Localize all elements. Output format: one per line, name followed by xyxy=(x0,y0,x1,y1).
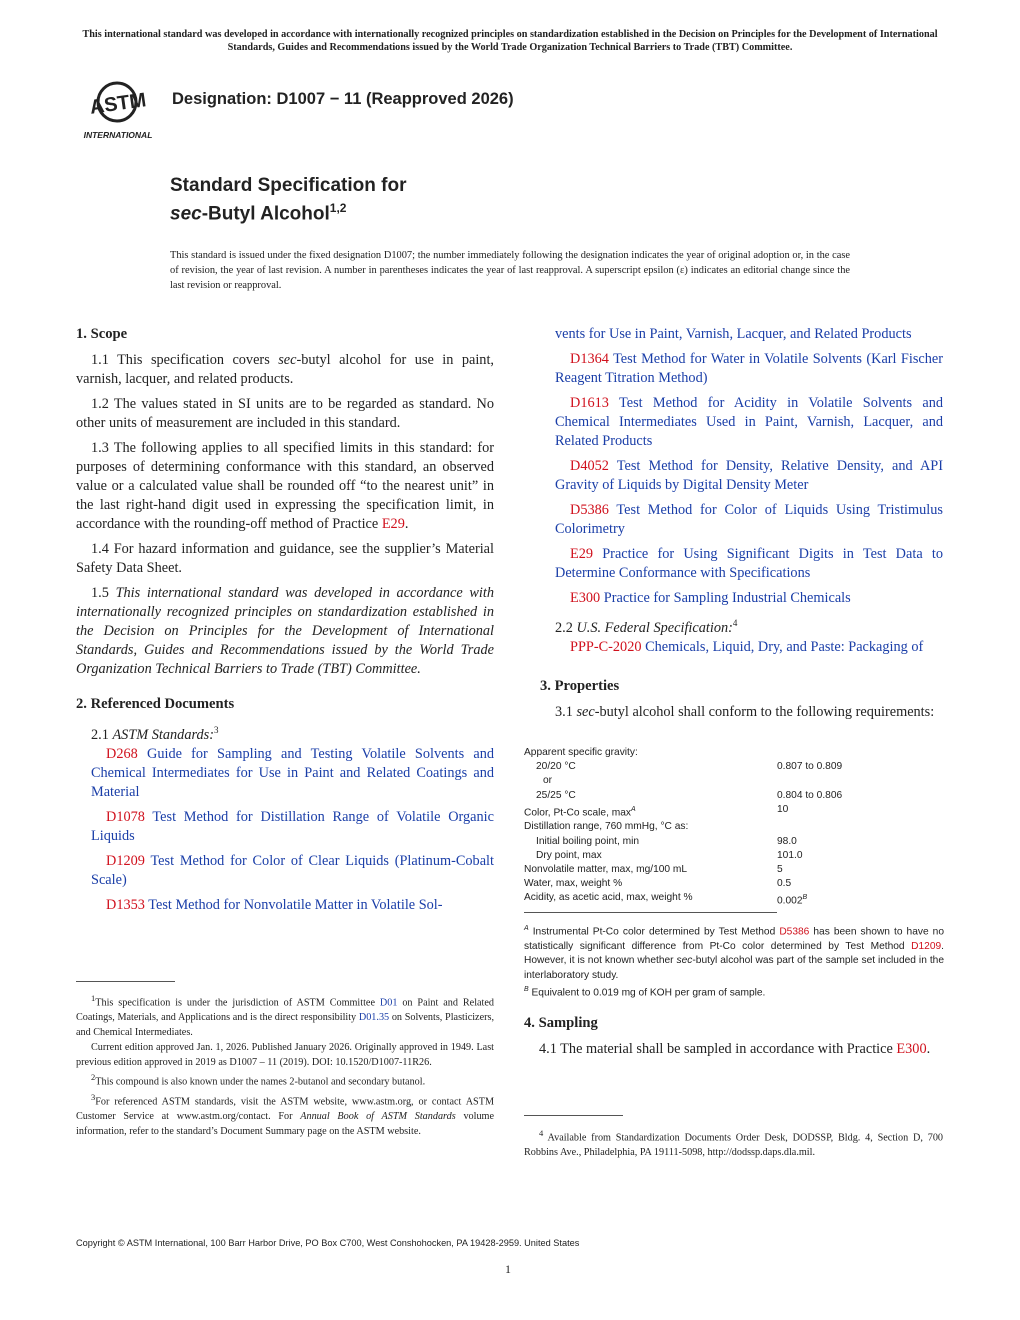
table-row xyxy=(524,835,842,849)
tfn-a-2: has been shown to have no statistically significant difference from Pt-Co color determined by Test Method xyxy=(524,926,944,952)
title-prefix: sec xyxy=(170,203,202,225)
row-label: Water, max, weight % xyxy=(524,878,623,890)
ref-title[interactable]: Test Method for Water in Volatile Solvents (Karl Fischer Reagent Titration Method) xyxy=(555,351,943,386)
para-1-5 xyxy=(76,584,494,679)
standard-notice: This international standard was developed in accordance with internationally recognized principles on standardization established in the Decision on Principles for the Development of International Standards, Guides and Recommendations issued by the World Trade Organization Technical Barriers to Trade (TBT) Committee. xyxy=(82,29,938,53)
row-label xyxy=(524,803,777,821)
row-label-text: Color, Pt-Co scale, max xyxy=(524,807,632,819)
title-rest: -Butyl Alcohol xyxy=(201,203,330,225)
ref-title[interactable]: Test Method for Density, Relative Density, and API Gravity of Liquids by Digital Density Meter xyxy=(555,458,943,493)
para-3-1-text: -butyl alcohol shall conform to the following requirements: xyxy=(594,703,935,720)
para-3-1-it: sec xyxy=(576,703,595,720)
row-value: 5 xyxy=(777,864,783,876)
logo-sub: INTERNATIONAL xyxy=(83,130,153,140)
fn-4-text: Available from Standardization Documents Order Desk, DODSSP, Bldg. 4, Section D, 700 Robbins Ave., Philadelphia, PA 19111-5098, http://dodssp.daps.dla.mil. xyxy=(524,1132,944,1159)
para-2-1-sup: 3 xyxy=(214,725,219,735)
table-footnote-a xyxy=(524,922,944,983)
fn-3-it: Annual Book of ASTM Standards xyxy=(300,1111,456,1123)
ref-title[interactable]: Chemicals, Liquid, Dry, and Paste: Packaging of xyxy=(645,638,924,655)
row-value: 10 xyxy=(777,803,789,815)
designation: Designation: D1007 − 11 (Reapproved 2026) xyxy=(172,90,514,108)
section-4-heading: 4. Sampling xyxy=(524,1015,598,1031)
row-label: Dry point, max xyxy=(536,849,602,861)
para-1-2: 1.2 The values stated in SI units are to be regarded as standard. No other units of measurement are included in this standard. xyxy=(76,396,494,431)
footnote-2 xyxy=(76,1070,494,1089)
ref-code[interactable]: D268 xyxy=(106,745,138,762)
ref-code[interactable]: D1613 xyxy=(570,395,609,411)
para-1-1-a: This specification covers xyxy=(117,352,279,368)
fn-1-num: 1 xyxy=(91,993,96,1003)
ref-code[interactable]: D5386 xyxy=(570,502,609,518)
para-2-2-text: U.S. Federal Specification: xyxy=(576,619,733,636)
fn-4-num: 4 xyxy=(539,1128,544,1138)
section-1-heading: 1. Scope xyxy=(76,326,128,342)
row-label: Apparent specific gravity: xyxy=(524,747,638,758)
fn-2-text: This compound is also known under the names 2-butanol and secondary butanol. xyxy=(95,1076,426,1088)
row-label: 20/20 °C xyxy=(536,761,576,773)
para-2-2-sup: 4 xyxy=(732,618,738,628)
logo-letters: ASTM xyxy=(88,89,148,119)
table-row xyxy=(524,863,842,877)
ref-title[interactable]: Practice for Sampling Industrial Chemicals xyxy=(603,590,851,606)
para-4-1-b: . xyxy=(926,1041,931,1057)
para-1-4: 1.4 For hazard information and guidance, see the supplier’s Material Safety Data Sheet. xyxy=(76,541,494,576)
fn-1-b: on Paint and Related Coatings, Materials, and Applications and is the direct responsibility xyxy=(76,997,494,1024)
tfn-a-it: sec xyxy=(676,955,693,967)
fn-3-a: For referenced ASTM standards, visit the ASTM website, www.astm.org, or contact ASTM Customer Service at www.astm.org/contact. For xyxy=(76,1096,494,1123)
footnote-rule-right xyxy=(524,1115,623,1116)
row-value: 0.807 to 0.809 xyxy=(777,761,843,773)
para-1-1-b: -butyl alcohol for use in paint, varnish, lacquer, and related products. xyxy=(76,352,494,387)
para-1-5-text: This international standard was developed in accordance with internationally recognized principles on standardization established in the Decision on Principles for the Development of International Standards, Guides and Recommendations issued by the World Trade Organization Technical Barriers to Trade (TBT) Committee. xyxy=(76,585,495,677)
ref-d1613 xyxy=(540,394,943,451)
link-d1209[interactable]: D1209 xyxy=(911,940,942,952)
row-value-text: 0.002 xyxy=(777,895,803,907)
para-3-1 xyxy=(540,703,943,722)
ref-d5386 xyxy=(540,501,943,539)
tfn-a-1: Instrumental Pt-Co color determined by Test Method xyxy=(532,926,780,938)
ref-code[interactable]: E300 xyxy=(570,590,601,606)
table-row xyxy=(524,849,842,863)
row-value: 0.5 xyxy=(777,878,792,890)
link-d01[interactable]: D01 xyxy=(379,997,398,1009)
copyright: Copyright © ASTM International, 100 Barr Harbor Drive, PO Box C700, West Conshohocken, PA 19428-2959. United States xyxy=(76,1238,580,1248)
para-2-1-num: 2.1 xyxy=(91,726,109,743)
table-row xyxy=(524,877,842,891)
row-value xyxy=(777,746,842,760)
para-1-3-a: 1.3 The following applies to all specified limits in this standard: for purposes of determining conformance with this standard, an observed value or a calculated value shall be rounded off “to the nearest unit” in the last right-hand digit used in expressing the specification limit, in accordance with the rounding-off method of Practice xyxy=(76,440,494,532)
row-label: Distillation range, 760 mmHg, °C as: xyxy=(524,821,689,833)
footnote-rule-left xyxy=(76,981,175,982)
para-2-2 xyxy=(540,614,943,638)
ref-code[interactable]: D1078 xyxy=(106,808,145,825)
row-value xyxy=(777,774,842,788)
row-label: Nonvolatile matter, max, mg/100 mL xyxy=(524,864,688,876)
para-1-1-it: sec xyxy=(278,352,297,368)
para-2-1-text: ASTM Standards: xyxy=(112,726,214,743)
ref-title[interactable]: Test Method for Nonvolatile Matter in Volatile Sol- xyxy=(148,896,443,913)
tfn-b-mark: B xyxy=(524,986,529,994)
footnote-3 xyxy=(76,1090,494,1139)
properties-table xyxy=(524,746,842,909)
section-2-heading: 2. Referenced Documents xyxy=(76,696,235,712)
para-4-1-a: 4.1 The material shall be sampled in accordance with Practice xyxy=(539,1041,897,1057)
title-sup: 1,2 xyxy=(329,201,347,215)
row-label: or xyxy=(543,775,553,787)
intro-paragraph: This standard is issued under the fixed designation D1007; the number immediately following the designation indicates the year of original adoption or, in the case of revision, the year of last revision. A number in parentheses indicates the year of last reapproval. A superscript epsilon (ε) indicates an editorial change since the last revision or reapproval. xyxy=(170,250,850,291)
row-value xyxy=(777,891,842,909)
ref-d1209 xyxy=(76,852,494,890)
link-e300[interactable]: E300 xyxy=(896,1041,927,1057)
ref-code[interactable]: E29 xyxy=(570,546,594,562)
title-line2 xyxy=(170,197,406,225)
ref-title[interactable]: Test Method for Acidity in Volatile Solvents and Chemical Intermediates Used in Paint, Varnish, Lacquer, and Related Products xyxy=(555,395,943,449)
row-value xyxy=(777,820,842,834)
table-row xyxy=(524,803,842,821)
fn-3-num: 3 xyxy=(91,1091,96,1102)
row-value: 0.804 to 0.806 xyxy=(777,789,843,801)
para-1-1-num: 1.1 xyxy=(91,352,109,368)
table-row xyxy=(524,820,842,834)
ref-d1078 xyxy=(76,808,494,846)
row-label: Acidity, as acetic acid, max, weight % xyxy=(524,892,693,904)
right-column xyxy=(540,325,943,728)
footnotes-right xyxy=(524,1126,943,1160)
ref-d268 xyxy=(76,745,494,802)
ref-code[interactable]: PPP-C-2020 xyxy=(570,638,642,655)
link-e29[interactable]: E29 xyxy=(381,516,405,532)
para-1-3 xyxy=(76,439,494,534)
astm-logo xyxy=(72,72,164,142)
ref-d4052 xyxy=(540,457,943,495)
fn-3-b: volume information, refer to the standard’s Document Summary page on the ASTM website. xyxy=(76,1111,495,1138)
ref-title[interactable]: Test Method for Color of Liquids Using Tristimulus Colorimetry xyxy=(555,502,943,537)
table-row xyxy=(524,891,842,909)
para-1-3-b: . xyxy=(404,516,409,532)
ref-e300 xyxy=(540,589,943,608)
ref-e29 xyxy=(540,545,943,583)
link-d01-35[interactable]: D01.35 xyxy=(358,1012,390,1024)
tfn-a-4: -butyl alcohol was part of the sample set included in the interlaboratory study. xyxy=(524,955,944,981)
footnote-1 xyxy=(76,991,494,1040)
fn-1-a: This specification is under the jurisdiction of ASTM Committee xyxy=(95,997,380,1009)
section-4 xyxy=(524,1014,943,1065)
fn-2-num: 2 xyxy=(91,1072,96,1083)
link-d5386[interactable]: D5386 xyxy=(779,926,810,938)
section-3-heading: 3. Properties xyxy=(540,677,620,694)
table-row xyxy=(524,774,842,788)
fn-1-c: on Solvents, Plasticizers, and Chemical Intermediates. xyxy=(76,1012,494,1039)
astm-logo-icon xyxy=(72,72,164,142)
page-number: 1 xyxy=(505,1262,511,1276)
row-value: 98.0 xyxy=(777,835,797,847)
table-row xyxy=(524,760,842,774)
ref-title[interactable]: Practice for Using Significant Digits in Test Data to Determine Conformance with Specifications xyxy=(555,546,943,581)
row-label: Initial boiling point, min xyxy=(536,835,640,847)
table-row xyxy=(524,746,842,760)
tfn-a-mark: A xyxy=(524,925,529,932)
table-row xyxy=(524,789,842,803)
row-value-sup: B xyxy=(802,894,808,902)
ref-code[interactable]: D4052 xyxy=(570,458,609,474)
ref-title[interactable]: Test Method for Distillation Range of Volatile Organic Liquids xyxy=(91,808,494,844)
para-4-1 xyxy=(524,1040,943,1059)
ref-code[interactable]: D1364 xyxy=(570,351,609,367)
ref-ppp-c-2020 xyxy=(540,638,943,657)
ref-d1353 xyxy=(76,896,494,915)
left-column xyxy=(76,325,494,921)
document-title xyxy=(170,175,406,225)
row-value: 101.0 xyxy=(777,849,803,861)
table-footnotes xyxy=(524,922,944,1001)
para-1-1 xyxy=(76,351,494,389)
para-2-1 xyxy=(76,721,494,745)
title-line1: Standard Specification for xyxy=(170,175,407,196)
ref-code[interactable]: D1353 xyxy=(106,896,145,913)
table-footnote-b xyxy=(524,983,944,1001)
footnote-4 xyxy=(524,1126,943,1160)
para-3-1-num: 3.1 xyxy=(555,703,573,720)
footnotes-left xyxy=(76,991,494,1139)
ref-title[interactable]: Test Method for Color of Clear Liquids (Platinum-Cobalt Scale) xyxy=(91,852,494,888)
ref-d1364 xyxy=(540,350,943,388)
row-label-sup: A xyxy=(631,805,636,813)
ref-code[interactable]: D1209 xyxy=(106,852,145,869)
ref-d1353-cont xyxy=(540,325,943,344)
tfn-a-3: . However, it is not known whether xyxy=(524,940,944,967)
ref-title[interactable]: Guide for Sampling and Testing Volatile Solvents and Chemical Intermediates for Use in Paint and Related Coatings and Material xyxy=(91,745,494,800)
properties-table-wrap xyxy=(524,746,944,909)
row-label: 25/25 °C xyxy=(536,789,576,801)
footnote-1-edition: Current edition approved Jan. 1, 2026. Published January 2026. Originally approved in 1949. Last previous edition approved in 2019 as D1007 – 11 (2019). DOI: 10.1520/D1007-11R26. xyxy=(76,1042,494,1069)
table-rule xyxy=(524,912,777,913)
tfn-b-text: Equivalent to 0.019 mg of KOH per gram of sample. xyxy=(531,987,766,999)
para-1-5-num: 1.5 xyxy=(91,585,109,601)
para-2-2-num: 2.2 xyxy=(555,619,573,636)
ref-title-cont[interactable]: vents for Use in Paint, Varnish, Lacquer, and Related Products xyxy=(555,326,912,342)
